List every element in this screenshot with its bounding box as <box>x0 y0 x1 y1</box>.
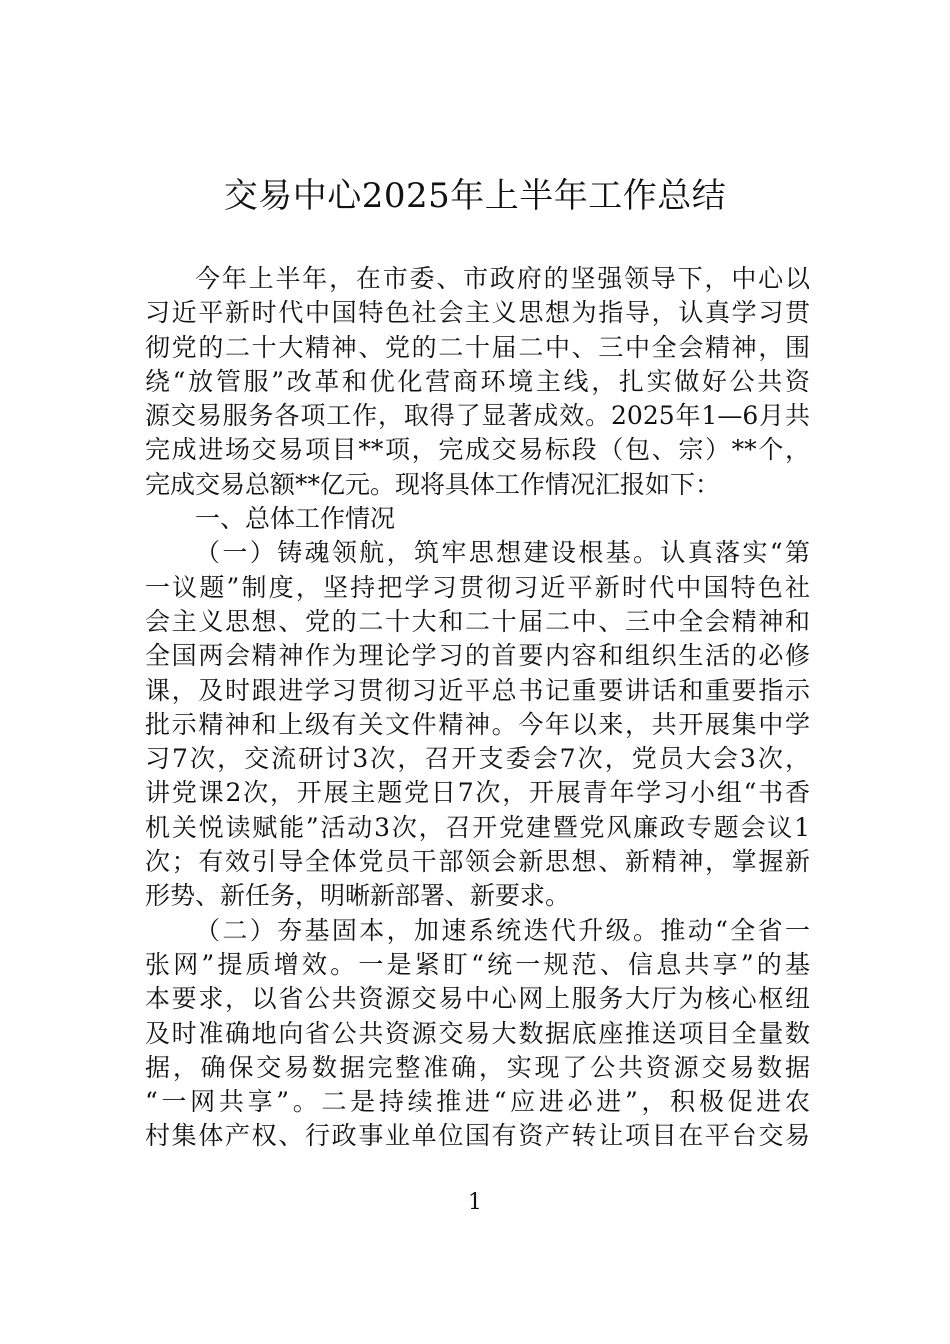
page-number: 1 <box>468 1190 482 1215</box>
text-line: （一）铸魂领航，筑牢思想建设根基。认真落实“第 <box>195 538 810 568</box>
text-line: 一议题”制度，坚持把学习贯彻习近平新时代中国特色社 <box>145 572 810 602</box>
text-line: 习7次，交流研讨3次，召开支委会7次，党员大会3次， <box>145 744 810 774</box>
document-title: 交易中心2025年上半年工作总结 <box>223 176 727 216</box>
text-line: “一网共享”。二是持续推进“应进必进”，积极促进农 <box>145 1087 810 1117</box>
text-line: 本要求，以省公共资源交易中心网上服务大厅为核心枢纽 <box>145 984 810 1014</box>
text-line: （二）夯基固本，加速系统迭代升级。推动“全省一 <box>195 915 810 945</box>
text-line: 绕“放管服”改革和优化营商环境主线，扎实做好公共资 <box>145 366 810 396</box>
text-line: 课，及时跟进学习贯彻习近平总书记重要讲话和重要指示 <box>145 675 810 705</box>
text-line: 批示精神和上级有关文件精神。今年以来，共开展集中学 <box>145 709 810 739</box>
text-line: 据，确保交易数据完整准确，实现了公共资源交易数据 <box>145 1052 810 1082</box>
text-line: 机关悦读赋能”活动3次，召开党建暨党风廉政专题会议1 <box>145 812 810 842</box>
text-line: 讲党课2次，开展主题党日7次，开展青年学习小组“书香 <box>145 778 810 808</box>
text-line: 形势、新任务，明晰新部署、新要求。 <box>145 881 571 911</box>
text-line: 源交易服务各项工作，取得了显著成效。2025年1—6月共 <box>145 401 810 431</box>
text-line: 会主义思想、党的二十大和二十届二中、三中全会精神和 <box>145 606 810 636</box>
text-line: 习近平新时代中国特色社会主义思想为指导，认真学习贯 <box>145 298 810 328</box>
text-line: 村集体产权、行政事业单位国有资产转让项目在平台交易 <box>145 1121 810 1151</box>
text-line: 今年上半年，在市委、市政府的坚强领导下，中心以 <box>195 264 810 293</box>
text-line: 及时准确地向省公共资源交易大数据底座推送项目全量数 <box>145 1018 810 1048</box>
text-line: 一、总体工作情况 <box>195 504 396 534</box>
text-line: 张网”提质增效。一是紧盯“统一规范、信息共享”的基 <box>145 949 810 979</box>
text-line: 全国两会精神作为理论学习的首要内容和组织生活的必修 <box>145 641 810 671</box>
text-line: 完成交易总额**亿元。现将具体工作情况汇报如下： <box>145 469 721 499</box>
document-body <box>145 262 810 1154</box>
text-line: 完成进场交易项目**项，完成交易标段（包、宗）**个， <box>145 435 810 465</box>
text-line: 次；有效引导全体党员干部领会新思想、新精神，掌握新 <box>145 847 810 877</box>
text-line: 彻党的二十大精神、党的二十届二中、三中全会精神，围 <box>145 332 810 362</box>
